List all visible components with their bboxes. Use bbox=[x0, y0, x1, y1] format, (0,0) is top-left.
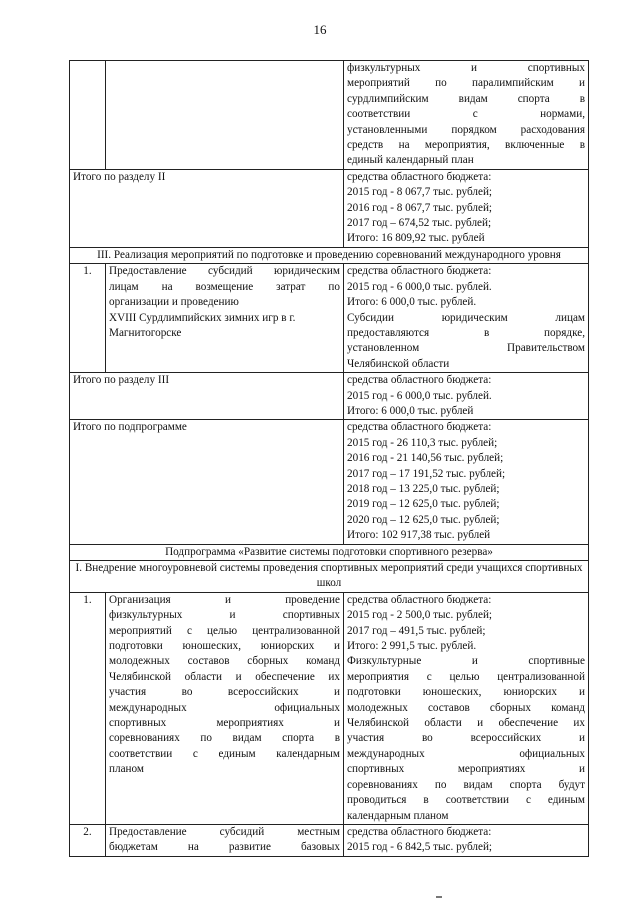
activity-cell bbox=[106, 824, 344, 856]
text-line: Предоставление субсидий юридическим bbox=[109, 265, 340, 278]
text-line: планом bbox=[109, 763, 144, 776]
text-line: 2015 год - 2 500,0 тыс. рублей; bbox=[347, 609, 493, 622]
text-line: 2015 год - 8 067,7 тыс. рублей; bbox=[347, 186, 493, 199]
table-row bbox=[70, 264, 589, 373]
number-cell bbox=[70, 61, 106, 170]
text-line: мероприятий по паралимпийским и bbox=[347, 77, 585, 90]
page-number: 16 bbox=[313, 22, 327, 37]
section-title: I. Внедрение многоуровневой системы проведения спортивных мероприятий среди учащихся спортивных школ bbox=[75, 562, 583, 590]
text-line: Итого: 16 809,92 тыс. рублей bbox=[347, 232, 485, 245]
table-row bbox=[70, 61, 589, 170]
table-row bbox=[70, 420, 589, 544]
text-line: Итого: 102 917,38 тыс. рублей bbox=[347, 529, 491, 542]
text-line: соответствии с нормами, bbox=[347, 108, 585, 121]
text-line: средства областного бюджета: bbox=[347, 593, 492, 606]
text-line: средства областного бюджета: bbox=[347, 825, 492, 838]
scan-artifact bbox=[436, 896, 442, 898]
text-line: бюджетам на развитие базовых bbox=[109, 841, 340, 854]
text-line: международных официальных bbox=[109, 701, 340, 714]
text-line: установленном Правительством bbox=[347, 342, 585, 355]
text-line: 2020 год – 12 625,0 тыс. рублей; bbox=[347, 513, 500, 526]
text-line: средства областного бюджета: bbox=[347, 265, 492, 278]
text-line: средства областного бюджета: bbox=[347, 421, 492, 434]
funding-cell bbox=[344, 592, 589, 824]
text-line: Магнитогорске bbox=[109, 326, 182, 339]
table-row bbox=[70, 169, 589, 247]
table-row bbox=[70, 592, 589, 824]
table-row bbox=[70, 544, 589, 560]
text-line: соревнованиях по видам спорта будут bbox=[347, 778, 585, 791]
text-line: Итого: 6 000,0 тыс. рублей bbox=[347, 404, 474, 417]
funding-cell bbox=[344, 61, 589, 170]
text-line: Организация и проведение bbox=[109, 593, 340, 606]
text-line: Челябинской области bbox=[347, 357, 450, 370]
text-line: Итого: 6 000,0 тыс. рублей. bbox=[347, 296, 477, 309]
text-line: средства областного бюджета: bbox=[347, 374, 492, 387]
text-line: 2017 год – 674,52 тыс. рублей; bbox=[347, 217, 492, 230]
text-line: календарным планом bbox=[347, 809, 449, 822]
row-number: 1. bbox=[83, 593, 92, 606]
text-line: Итого: 2 991,5 тыс. рублей. bbox=[347, 640, 477, 653]
subprogram-header bbox=[70, 544, 589, 560]
program-table bbox=[69, 60, 589, 857]
text-line: 2017 год – 17 191,52 тыс. рублей; bbox=[347, 467, 506, 480]
text-line: международных официальных bbox=[347, 747, 585, 760]
text-line: мероприятий с целью централизованной bbox=[109, 624, 340, 637]
text-line: подготовки юношеских, юниорских и bbox=[347, 686, 585, 699]
text-line: сурдлимпийским видам спорта в bbox=[347, 92, 585, 105]
number-cell bbox=[70, 592, 106, 824]
text-line: участия во всероссийских и bbox=[347, 732, 585, 745]
funding-cell bbox=[344, 420, 589, 544]
total-label-cell bbox=[70, 169, 344, 247]
text-line: Физкультурные и спортивные bbox=[347, 655, 585, 668]
text-line: средства областного бюджета: bbox=[347, 170, 492, 183]
total-label-cell bbox=[70, 373, 344, 420]
text-line: подготовки юношеских, юниорских и bbox=[109, 640, 340, 653]
total-label: Итого по разделу II bbox=[73, 170, 166, 183]
text-line: 2018 год – 13 225,0 тыс. рублей; bbox=[347, 482, 500, 495]
text-line: 2019 год – 12 625,0 тыс. рублей; bbox=[347, 498, 500, 511]
text-line: мероприятия с целью централизованной bbox=[347, 670, 585, 683]
text-line: 2015 год - 26 110,3 тыс. рублей; bbox=[347, 436, 498, 449]
section-title: III. Реализация мероприятий по подготовке и проведению соревнований международного уровня bbox=[97, 248, 561, 261]
text-line: соревнованиях по видам спорта в bbox=[109, 732, 340, 745]
table-row bbox=[70, 247, 589, 263]
row-number: 2. bbox=[83, 825, 92, 838]
table-row bbox=[70, 373, 589, 420]
text-line: Челябинской области и обеспечение их bbox=[347, 717, 585, 730]
text-line: средств на мероприятия, включенные в bbox=[347, 139, 585, 152]
text-line: 2017 год – 491,5 тыс. рублей; bbox=[347, 624, 486, 637]
activity-cell bbox=[106, 592, 344, 824]
text-line: физкультурных и спортивных bbox=[347, 62, 585, 74]
row-number: 1. bbox=[83, 265, 92, 278]
total-label: Итого по разделу III bbox=[73, 374, 170, 387]
text-line: Субсидии юридическим лицам bbox=[347, 311, 585, 324]
text-line: молодежных составов сборных команд bbox=[347, 701, 585, 714]
text-line: физкультурных и спортивных bbox=[109, 609, 340, 622]
funding-cell bbox=[344, 824, 589, 856]
text-line: спортивных мероприятиях и bbox=[347, 763, 585, 776]
text-line: 2015 год - 6 000,0 тыс. рублей. bbox=[347, 389, 492, 402]
number-cell bbox=[70, 824, 106, 856]
text-line: 2016 год - 8 067,7 тыс. рублей; bbox=[347, 201, 493, 214]
text-line: участия во всероссийских и bbox=[109, 686, 340, 699]
text-line: 2015 год - 6 000,0 тыс. рублей. bbox=[347, 280, 492, 293]
number-cell bbox=[70, 264, 106, 373]
funding-cell bbox=[344, 264, 589, 373]
text-line: единый календарный план bbox=[347, 154, 474, 167]
table-row bbox=[70, 824, 589, 856]
text-line: спортивных мероприятиях и bbox=[109, 717, 340, 730]
text-line: Предоставление субсидий местным bbox=[109, 825, 340, 838]
text-line: 2015 год - 6 842,5 тыс. рублей; bbox=[347, 841, 493, 854]
funding-cell bbox=[344, 169, 589, 247]
activity-cell bbox=[106, 264, 344, 373]
text-line: 2016 год - 21 140,56 тыс. рублей; bbox=[347, 452, 504, 465]
text-line: Челябинской области и обеспечение их bbox=[109, 670, 340, 683]
text-line: соответствии с единым календарным bbox=[109, 747, 340, 760]
text-line: лицам на возмещение затрат по bbox=[109, 280, 340, 293]
table-row bbox=[70, 561, 589, 593]
text-line: предоставляются в порядке, bbox=[347, 326, 585, 339]
subprogram-title: Подпрограмма «Развитие системы подготовки спортивного резерва» bbox=[165, 545, 493, 558]
total-label: Итого по подпрограмме bbox=[73, 421, 187, 434]
activity-cell bbox=[106, 61, 344, 170]
funding-cell bbox=[344, 373, 589, 420]
text-line: установленными порядком расходования bbox=[347, 123, 585, 136]
section-header bbox=[70, 561, 589, 593]
section-header bbox=[70, 247, 589, 263]
text-line: организации и проведению bbox=[109, 296, 239, 309]
total-label-cell bbox=[70, 420, 344, 544]
text-line: XVIII Сурдлимпийских зимних игр в г. bbox=[109, 311, 296, 324]
text-line: проводиться в соответствии с единым bbox=[347, 794, 585, 807]
text-line: молодежных составов сборных команд bbox=[109, 655, 340, 668]
